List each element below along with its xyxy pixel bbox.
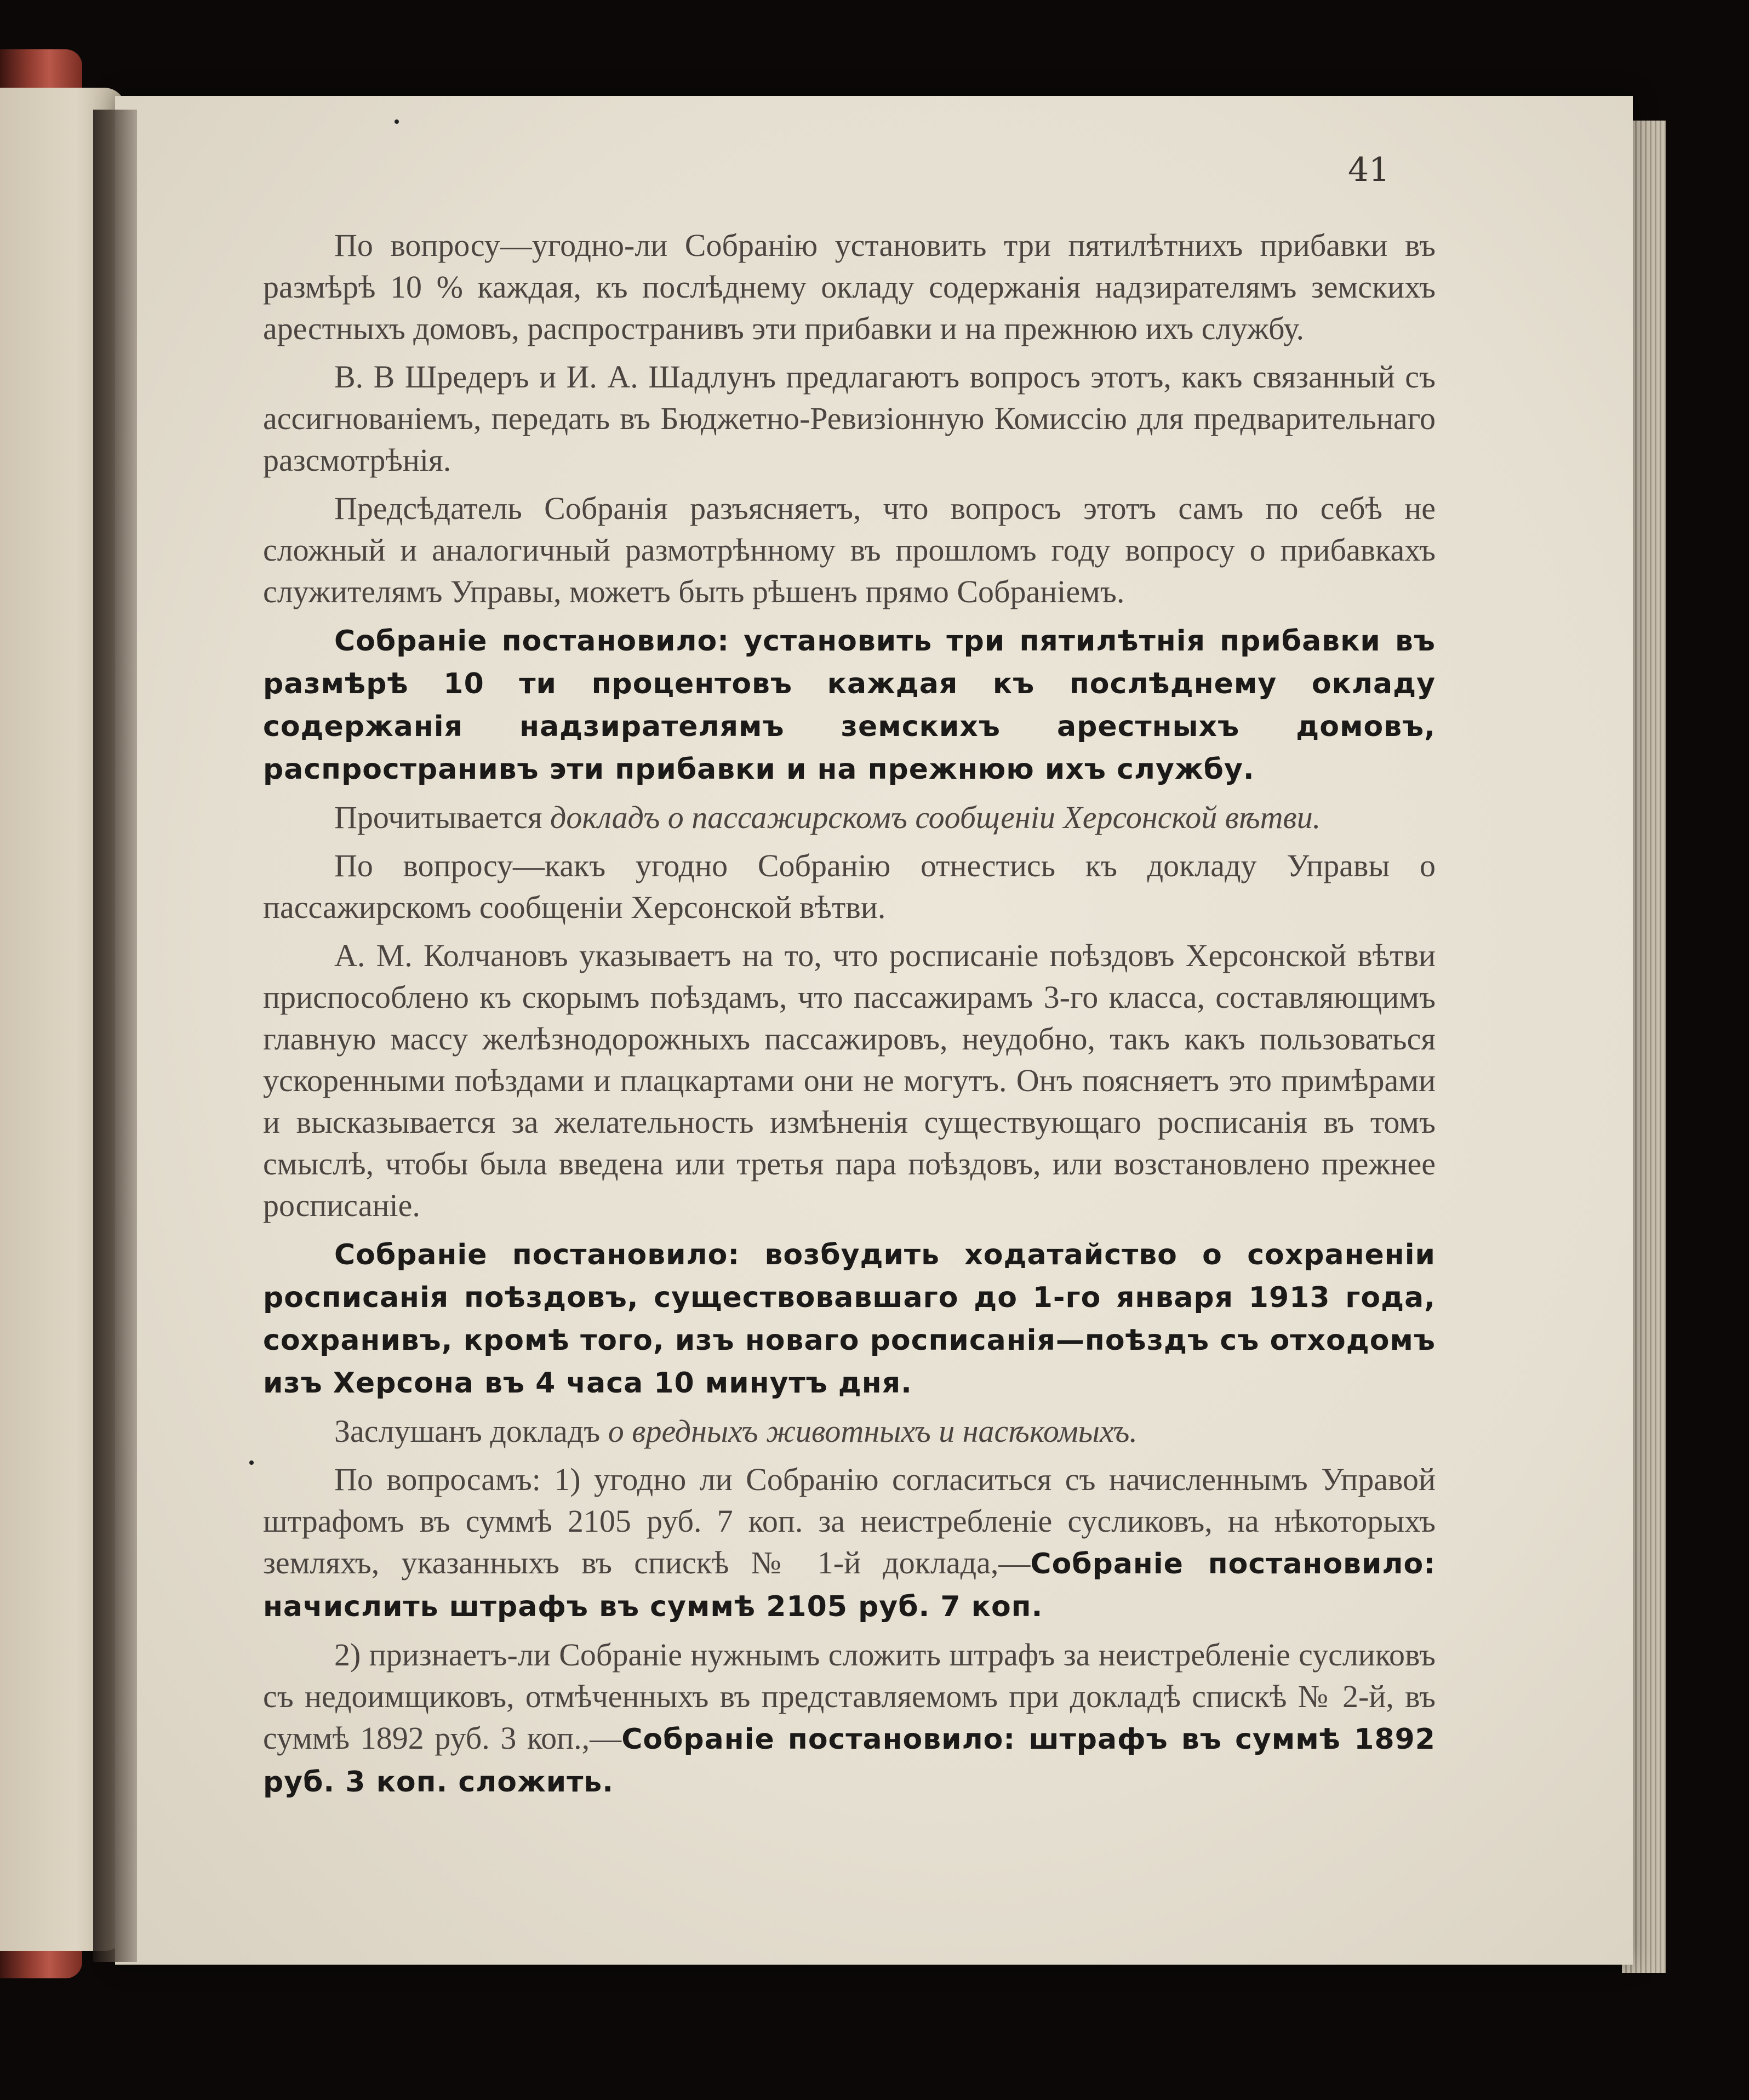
paragraph: [263, 845, 1436, 928]
paragraph-text: Предсѣдатель Собранія разъясняетъ, что вопросъ этотъ самъ по себѣ не сложный и аналогичный размотрѣнному въ прошломъ году вопросу о прибавкахъ служителямъ Управы, можетъ быть рѣшенъ прямо Собраніемъ.: [263, 490, 1436, 609]
paragraph: [263, 356, 1436, 481]
speck: [395, 119, 399, 124]
report-title: докладъ о пассажирскомъ сообщеніи Херсонской вѣтви.: [550, 800, 1321, 835]
page-text: [263, 225, 1436, 1810]
paragraph-text: Заслушанъ докладъ: [334, 1413, 608, 1449]
paragraph-text: По вопросамъ: 1) угодно ли Собранію согласиться съ начисленнымъ Управой штрафомъ въ суммѣ 2105 руб. 7 коп. за неистребленіе сусликовъ, на нѣкоторыхъ земляхъ, указанныхъ въ спискѣ № 1-й доклада,—: [263, 1462, 1436, 1580]
paragraph: [263, 488, 1436, 613]
page-number: 41: [1348, 151, 1390, 189]
paragraph-text: А. М. Колчановъ указываетъ на то, что росписаніе поѣздовъ Херсонской вѣтви приспособлено къ скорымъ поѣздамъ, что пассажирамъ 3-го класса, составляющимъ главную массу желѣзнодорожныхъ пассажировъ, неудобно, такъ какъ пользоваться ускоренными поѣздами и плацкартами они не могутъ. Онъ поясняетъ это примѣрами и высказывается за желательность измѣненія существующаго росписанія въ томъ смыслѣ, чтобы была введена или третья пара поѣздовъ, или возстановлено прежнее росписаніе.: [263, 938, 1436, 1223]
report-title: о вредныхъ животныхъ и насѣкомыхъ.: [608, 1413, 1138, 1449]
paragraph: [263, 797, 1436, 838]
paragraph: [263, 1459, 1436, 1628]
paragraph: [263, 1411, 1436, 1452]
paragraph-text: По вопросу—угодно-ли Собранію установить три пятилѣтнихъ прибавки въ размѣрѣ 10 % каждая, къ послѣднему окладу содержанія надзирателямъ земскихъ арестныхъ домовъ, распространивъ эти прибавки и на прежнюю ихъ службу.: [263, 227, 1436, 346]
paragraph-text: По вопросу—какъ угодно Собранію отнестись къ докладу Управы о пассажирскомъ сообщеніи Херсонской вѣтви.: [263, 848, 1436, 925]
paragraph-text: Прочитывается: [334, 800, 550, 835]
paragraph-text: 2) признаетъ-ли Собраніе нужнымъ сложить штрафъ за неистребленіе сусликовъ съ недоимщиковъ, отмѣченныхъ въ представляемомъ при докладѣ спискѣ № 2-й, въ суммѣ 1892 руб. 3 коп.,—: [263, 1637, 1436, 1756]
resolution-text: Собраніе постановило: начислить штрафъ въ суммѣ 2105 руб. 7 коп.: [263, 1548, 1436, 1623]
spine-gutter: [93, 110, 137, 1962]
paragraph: [263, 1634, 1436, 1803]
paragraph: [263, 1233, 1436, 1404]
resolution-text: Собраніе постановило: возбудить ходатайство о сохраненіи росписанія поѣздовъ, существовавшаго до 1-го января 1913 года, сохранивъ, кромѣ того, изъ новаго росписанія—поѣздъ съ отходомъ изъ Херсона въ 4 часа 10 минутъ дня.: [263, 1239, 1436, 1400]
paragraph-text: В. В Шредеръ и И. А. Шадлунъ предлагаютъ вопросъ этотъ, какъ связанный съ ассигнованіемъ, передать въ Бюджетно-Ревизіонную Комиссію для предварительнаго разсмотрѣнія.: [263, 359, 1436, 478]
paragraph: [263, 619, 1436, 790]
book-page: [115, 96, 1633, 1965]
resolution-text: Собраніе постановило: штрафъ въ суммѣ 1892 руб. 3 коп. сложить.: [263, 1723, 1436, 1799]
speck: [249, 1460, 254, 1465]
resolution-text: Собраніе постановило: установить три пятилѣтнія прибавки въ размѣрѣ 10 ти процентовъ каждая къ послѣднему окладу содержанія надзирателямъ земскихъ арестныхъ домовъ, распространивъ эти прибавки и на прежнюю ихъ службу.: [263, 625, 1436, 786]
paragraph: [263, 935, 1436, 1226]
paragraph: [263, 225, 1436, 350]
